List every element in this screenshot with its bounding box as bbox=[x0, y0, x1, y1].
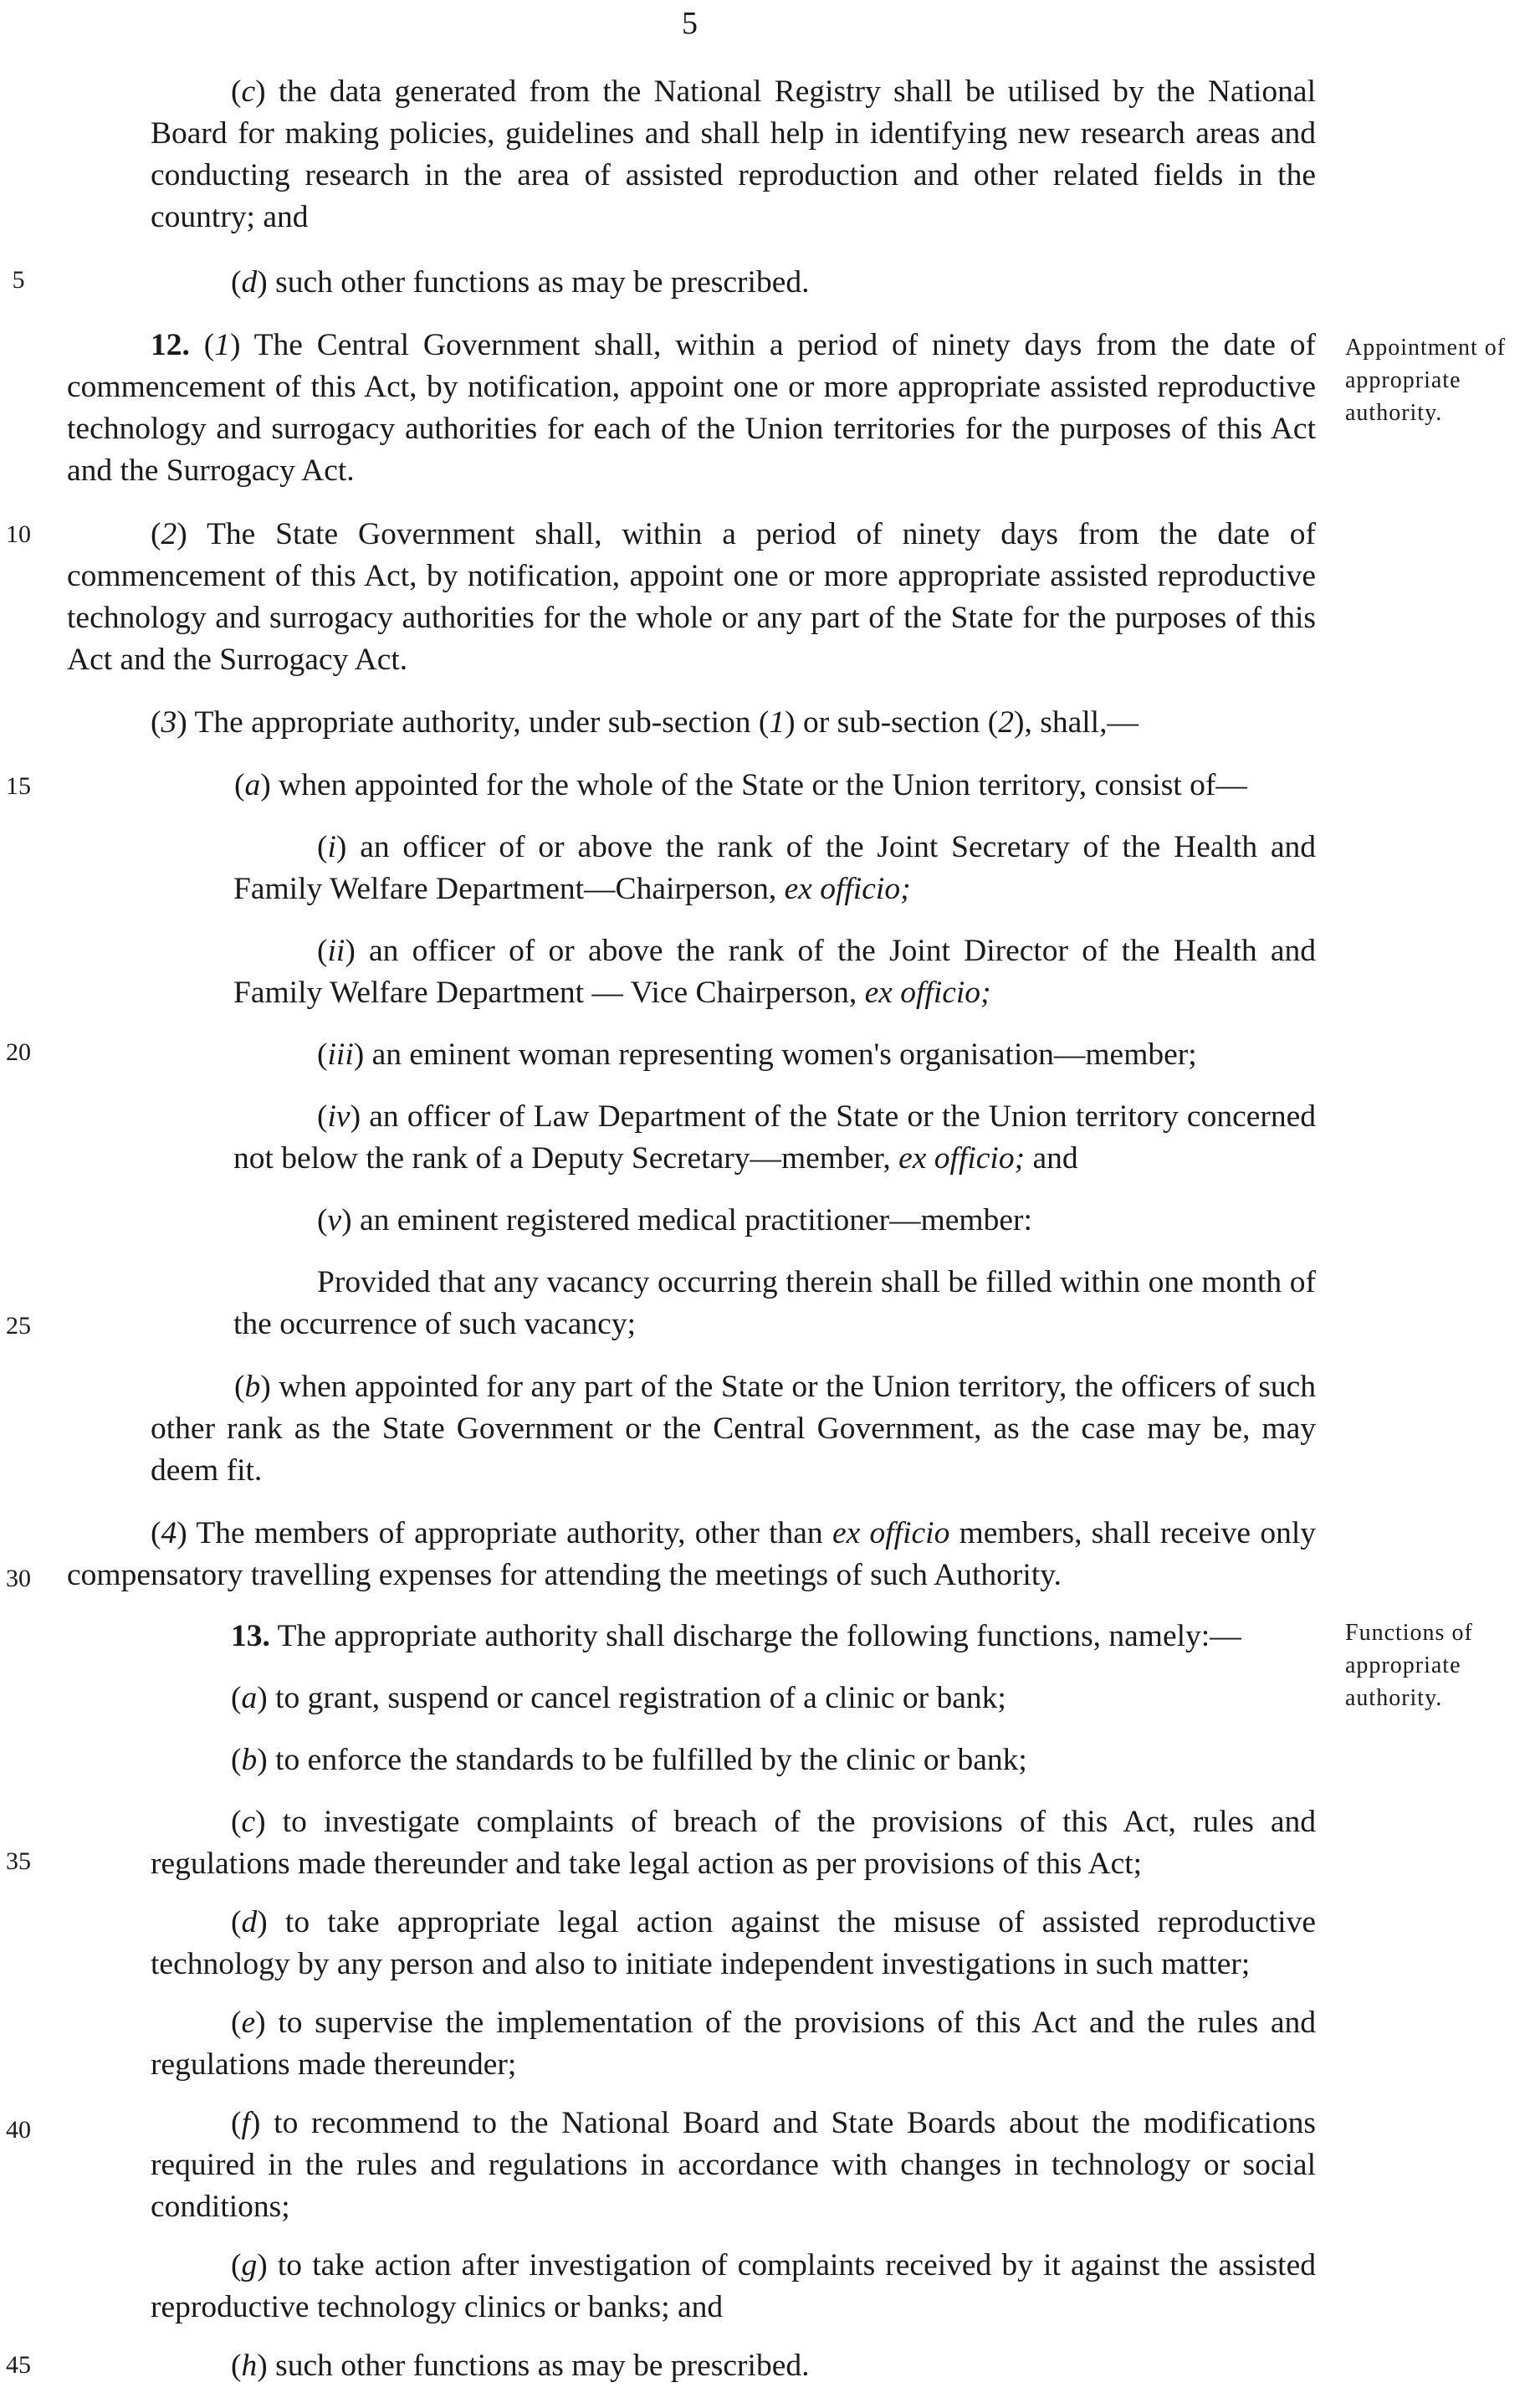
line-number: 30 bbox=[6, 1565, 31, 1592]
subclause-i: (i) an officer of or above the rank of the Joint Secretary of the Health and Family Welfare Department—Chairperson, ex officio; bbox=[233, 830, 1316, 906]
line-number: 5 bbox=[12, 266, 25, 294]
margin-note-appointment: Appointment of appropriate authority. bbox=[1345, 335, 1507, 426]
clause-label: i bbox=[327, 830, 336, 864]
clause-label: d bbox=[241, 265, 258, 300]
clause-13h: (h) such other functions as may be prescribed. bbox=[231, 2349, 810, 2383]
clause-text: The State Government shall, within a period of ninety days from the date of commencement of this Act, by notification, appoint one or more appropriate assisted reproductive technology and surrogacy authorities for the whole or any part of the State for the purposes of this Act and the Surrogacy Act. bbox=[67, 517, 1316, 677]
clause-11d: (d) such other functions as may be prescribed. bbox=[231, 265, 810, 300]
clause-13e: (e) to supervise the implementation of the provisions of this Act and the rules and regulations made thereunder; bbox=[151, 2006, 1316, 2082]
clause-12-3b: (b) when appointed for any part of the State or the Union territory, the officers of such other rank as the State Government or the Central Government, as the case may be, may deem fit. bbox=[151, 1370, 1316, 1488]
section-number: 12. bbox=[151, 328, 190, 362]
clause-text: when appointed for the whole of the State or the Union territory, consist of— bbox=[270, 768, 1247, 802]
ex-officio: ex officio; bbox=[784, 872, 911, 906]
clause-text: an eminent woman representing women's organisation—member; bbox=[364, 1037, 1197, 1072]
ex-officio: ex officio; bbox=[898, 1141, 1026, 1176]
clause-label: 1 bbox=[214, 328, 230, 362]
clause-text: to investigate complaints of breach of the provisions of this Act, rules and regulations made thereunder and take legal action as per provisions of this Act; bbox=[151, 1805, 1316, 1881]
clause-label: f bbox=[241, 2106, 250, 2140]
subclause-v: (v) an eminent registered medical practitioner—member: bbox=[317, 1203, 1032, 1237]
clause-text: an officer of Law Department of the State or the Union territory concerned not below the rank of a Deputy Secretary—member, bbox=[233, 1099, 1316, 1176]
clause-text: The members of appropriate authority, other than bbox=[187, 1516, 832, 1550]
clause-text: The appropriate authority shall discharge the following functions, namely:— bbox=[269, 1619, 1241, 1653]
clause-text: The appropriate authority, under sub-section ( bbox=[187, 705, 770, 740]
clause-text: such other functions as may be prescribed. bbox=[267, 265, 810, 300]
ex-officio: ex officio bbox=[832, 1516, 950, 1550]
clause-text: to take appropriate legal action against the misuse of assisted reproductive technology by any person and also to initiate independent investigations in such matter; bbox=[151, 1905, 1316, 1981]
clause-13c: (c) to investigate complaints of breach of the provisions of this Act, rules and regulations made thereunder and take legal action as per provisions of this Act; bbox=[151, 1805, 1316, 1881]
subclause-ii: (ii) an officer of or above the rank of the Joint Director of the Health and Family Welfare Department — Vice Chairperson, ex officio; bbox=[233, 934, 1316, 1010]
clause-text: ), shall,— bbox=[1014, 705, 1139, 740]
clause-label: c bbox=[241, 1805, 256, 1839]
clause-13f: (f) to recommend to the National Board and State Boards about the modifications required in the rules and regulations in accordance with changes in technology or social conditions; bbox=[151, 2106, 1316, 2224]
subsection-ref: 2 bbox=[998, 705, 1015, 740]
clause-12-3a: (a) when appointed for the whole of the State or the Union territory, consist of— bbox=[234, 768, 1247, 802]
line-number: 35 bbox=[6, 1847, 31, 1875]
ex-officio: ex officio; bbox=[864, 976, 991, 1010]
clause-13b: (b) to enforce the standards to be fulfilled by the clinic or bank; bbox=[231, 1743, 1027, 1777]
line-number: 25 bbox=[6, 1312, 31, 1340]
clause-label: a bbox=[244, 768, 261, 802]
clause-text: to grant, suspend or cancel registration of a clinic or bank; bbox=[267, 1681, 1006, 1715]
section-12-3: (3) The appropriate authority, under sub-section (1) or sub-section (2), shall,— bbox=[151, 705, 1139, 740]
clause-label: iii bbox=[327, 1037, 354, 1072]
clause-label: d bbox=[241, 1905, 258, 1939]
clause-label: ii bbox=[327, 934, 345, 968]
clause-13d: (d) to take appropriate legal action against the misuse of assisted reproductive technology by any person and also to initiate independent investigations in such matter; bbox=[151, 1905, 1316, 1981]
proviso bbox=[233, 1262, 1316, 1345]
clause-text: to supervise the implementation of the provisions of this Act and the rules and regulations made thereunder; bbox=[151, 2006, 1316, 2082]
clause-label: e bbox=[241, 2006, 256, 2040]
subclause-iii: (iii) an eminent woman representing women's organisation—member; bbox=[317, 1037, 1197, 1072]
line-number: 10 bbox=[6, 520, 31, 548]
clause-text: to take action after investigation of complaints received by it against the assisted reproductive technology clinics or banks; and bbox=[151, 2248, 1316, 2324]
section-13 bbox=[151, 1616, 1316, 1657]
page-number: 5 bbox=[682, 6, 698, 41]
line-number: 45 bbox=[6, 2351, 31, 2379]
clause-text: when appointed for any part of the State or the Union territory, the officers of such other rank as the State Government or the Central Government, as the case may be, may deem fit. bbox=[151, 1370, 1316, 1488]
line-number: 40 bbox=[6, 2116, 31, 2144]
clause-label: b bbox=[241, 1743, 258, 1777]
section-number: 13. bbox=[231, 1619, 270, 1653]
clause-text: ) or sub-section ( bbox=[785, 705, 999, 740]
section-12-1: 12. (1) The Central Government shall, within a period of ninety days from the date of commencement of this Act, by notification, appoint one or more appropriate assisted reproductive technology and surrogacy authorities for each of the Union territories for the purposes of this Act and the Surrogacy Act. bbox=[67, 328, 1316, 488]
clause-13a: (a) to grant, suspend or cancel registration of a clinic or bank; bbox=[231, 1681, 1006, 1715]
clause-text: an eminent registered medical practitioner—member: bbox=[351, 1203, 1032, 1237]
section-12-2: (2) The State Government shall, within a period of ninety days from the date of commencement of this Act, by notification, appoint one or more appropriate assisted reproductive technology and surrogacy authorities for the whole or any part of the State for the purposes of this Act and the Surrogacy Act. bbox=[67, 517, 1316, 677]
line-number: 20 bbox=[6, 1038, 31, 1066]
clause-text: an officer of or above the rank of the Joint Director of the Health and Family Welfare Department — Vice Chairperson, bbox=[233, 934, 1316, 1010]
clause-label: b bbox=[244, 1370, 261, 1404]
clause-label: a bbox=[241, 1681, 258, 1715]
clause-text: such other functions as may be prescribed. bbox=[267, 2349, 810, 2383]
subsection-ref: 1 bbox=[769, 705, 785, 740]
margin-note-functions: Functions of appropriate authority. bbox=[1345, 1620, 1473, 1711]
clause-label: 4 bbox=[161, 1516, 177, 1550]
clause-label: g bbox=[241, 2248, 258, 2282]
clause-text: to recommend to the National Board and State Boards about the modifications required in the rules and regulations in accordance with changes in technology or social conditions; bbox=[151, 2106, 1316, 2224]
clause-13g: (g) to take action after investigation of complaints received by it against the assisted reproductive technology clinics or banks; and bbox=[151, 2248, 1316, 2324]
clause-11c: (c) the data generated from the National Registry shall be utilised by the National Board for making policies, guidelines and shall help in identifying new research areas and conducting research in the area of assisted reproduction and other related fields in the country; and bbox=[151, 74, 1316, 234]
line-number: 15 bbox=[6, 772, 31, 800]
clause-label: c bbox=[241, 74, 256, 109]
clause-label: iv bbox=[327, 1099, 351, 1134]
clause-text: and bbox=[1025, 1141, 1078, 1176]
clause-label: 3 bbox=[161, 705, 177, 740]
clause-text: Provided that any vacancy occurring therein shall be filled within one month of the occurrence of such vacancy; bbox=[233, 1265, 1316, 1341]
clause-label: 2 bbox=[161, 517, 177, 551]
clause-text: members, shall receive only compensatory travelling expenses for attending the meetings of such Authority. bbox=[67, 1516, 1316, 1592]
clause-text: to enforce the standards to be fulfilled by the clinic or bank; bbox=[267, 1743, 1027, 1777]
clause-text: the data generated from the National Registry shall be utilised by the National Board for making policies, guidelines and shall help in identifying new research areas and conducting research in the area of assisted reproduction and other related fields in the country; and bbox=[151, 74, 1316, 234]
clause-label: v bbox=[327, 1203, 342, 1237]
clause-text: an officer of or above the rank of the Joint Secretary of the Health and Family Welfare Department—Chairperson, bbox=[233, 830, 1316, 906]
section-12-4: (4) The members of appropriate authority, other than ex officio members, shall receive only compensatory travelling expenses for attending the meetings of such Authority. bbox=[67, 1516, 1316, 1592]
clause-label: h bbox=[241, 2349, 258, 2383]
subclause-iv: (iv) an officer of Law Department of the State or the Union territory concerned not below the rank of a Deputy Secretary—member, ex officio; and bbox=[233, 1099, 1316, 1176]
clause-text: The Central Government shall, within a period of ninety days from the date of commencement of this Act, by notification, appoint one or more appropriate assisted reproductive technology and surrogacy authorities for each of the Union territories for the purposes of this Act and the Surrogacy Act. bbox=[67, 328, 1316, 488]
